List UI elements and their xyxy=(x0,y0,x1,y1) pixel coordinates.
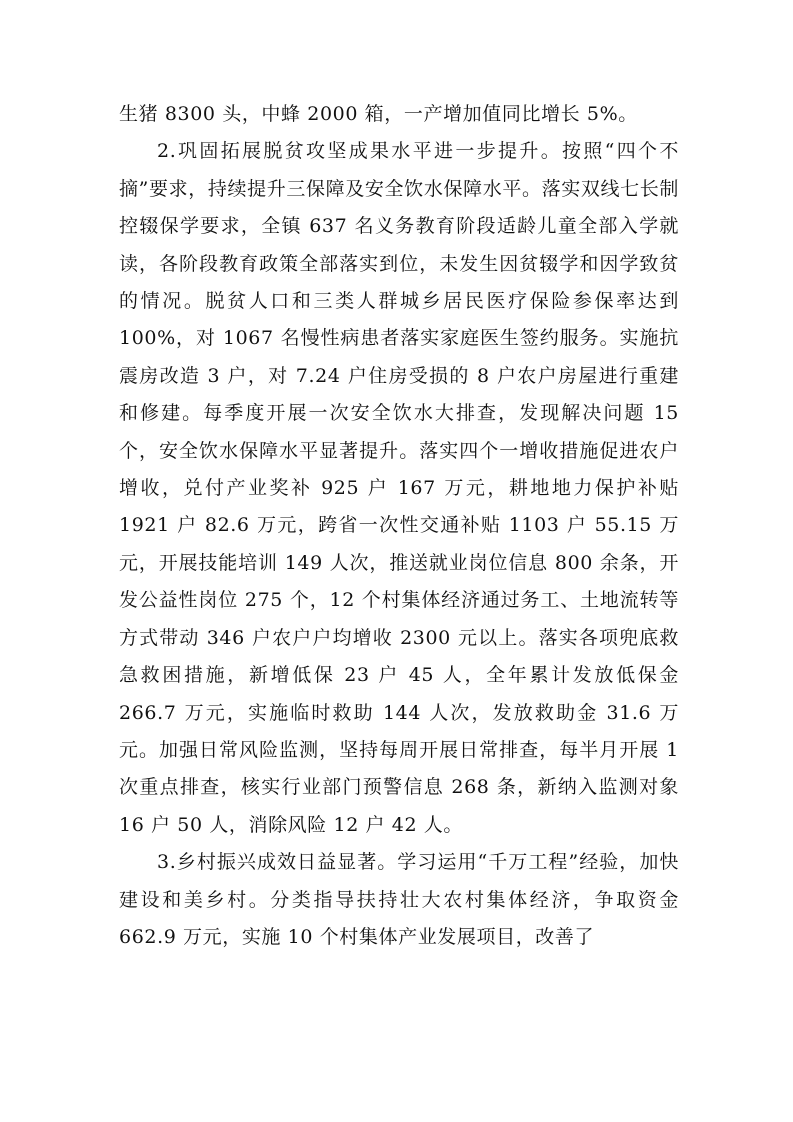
document-body xyxy=(119,96,679,956)
paragraph-rural-revitalization: 3.乡村振兴成效日益显著。学习运用“千万工程”经验，加快建设和美乡村。分类指导扶持壮大农村集体经济，争取资金 662.9 万元，实施 10 个村集体产业发展项目，改善了 xyxy=(119,851,679,948)
paragraph-continuation: 生猪 8300 头，中蜂 2000 箱，一产增加值同比增长 5%。 xyxy=(119,103,638,125)
paragraph-poverty-alleviation: 2.巩固拓展脱贫攻坚成果水平进一步提升。按照“四个不摘”要求，持续提升三保障及安全饮水保障水平。落实双线七长制控辍保学要求，全镇 637 名义务教育阶段适龄儿童全部入学就读，各阶段教育政策全部落实到位，未发生因贫辍学和因学致贫的情况。脱贫人口和三类人群城乡居民医疗保险参保率达到 100%，对 1067 名慢性病患者落实家庭医生签约服务。实施抗震房改造 3 户，对 7.24 户住房受损的 8 户农户房屋进行重建和修建。每季度开展一次安全饮水大排查，发现解决问题 15 个，安全饮水保障水平显著提升。落实四个一增收措施促进农户增收，兑付产业奖补 925 户 167 万元，耕地地力保护补贴 1921 户 82.6 万元，跨省一次性交通补贴 1103 户 55.15 万元，开展技能培训 149 人次，推送就业岗位信息 800 余条，开发公益性岗位 275 个，12 个村集体经济通过务工、土地流转等方式带动 346 户农户户均增收 2300 元以上。落实各项兜底救急救困措施，新增低保 23 户 45 人，全年累计发放低保金 266.7 万元，实施临时救助 144 人次，发放救助金 31.6 万元。加强日常风险监测，坚持每周开展日常排查，每半月开展 1 次重点排查，核实行业部门预警信息 268 条，新纳入监测对象 16 户 50 人，消除风险 12 户 42 人。 xyxy=(119,140,679,836)
